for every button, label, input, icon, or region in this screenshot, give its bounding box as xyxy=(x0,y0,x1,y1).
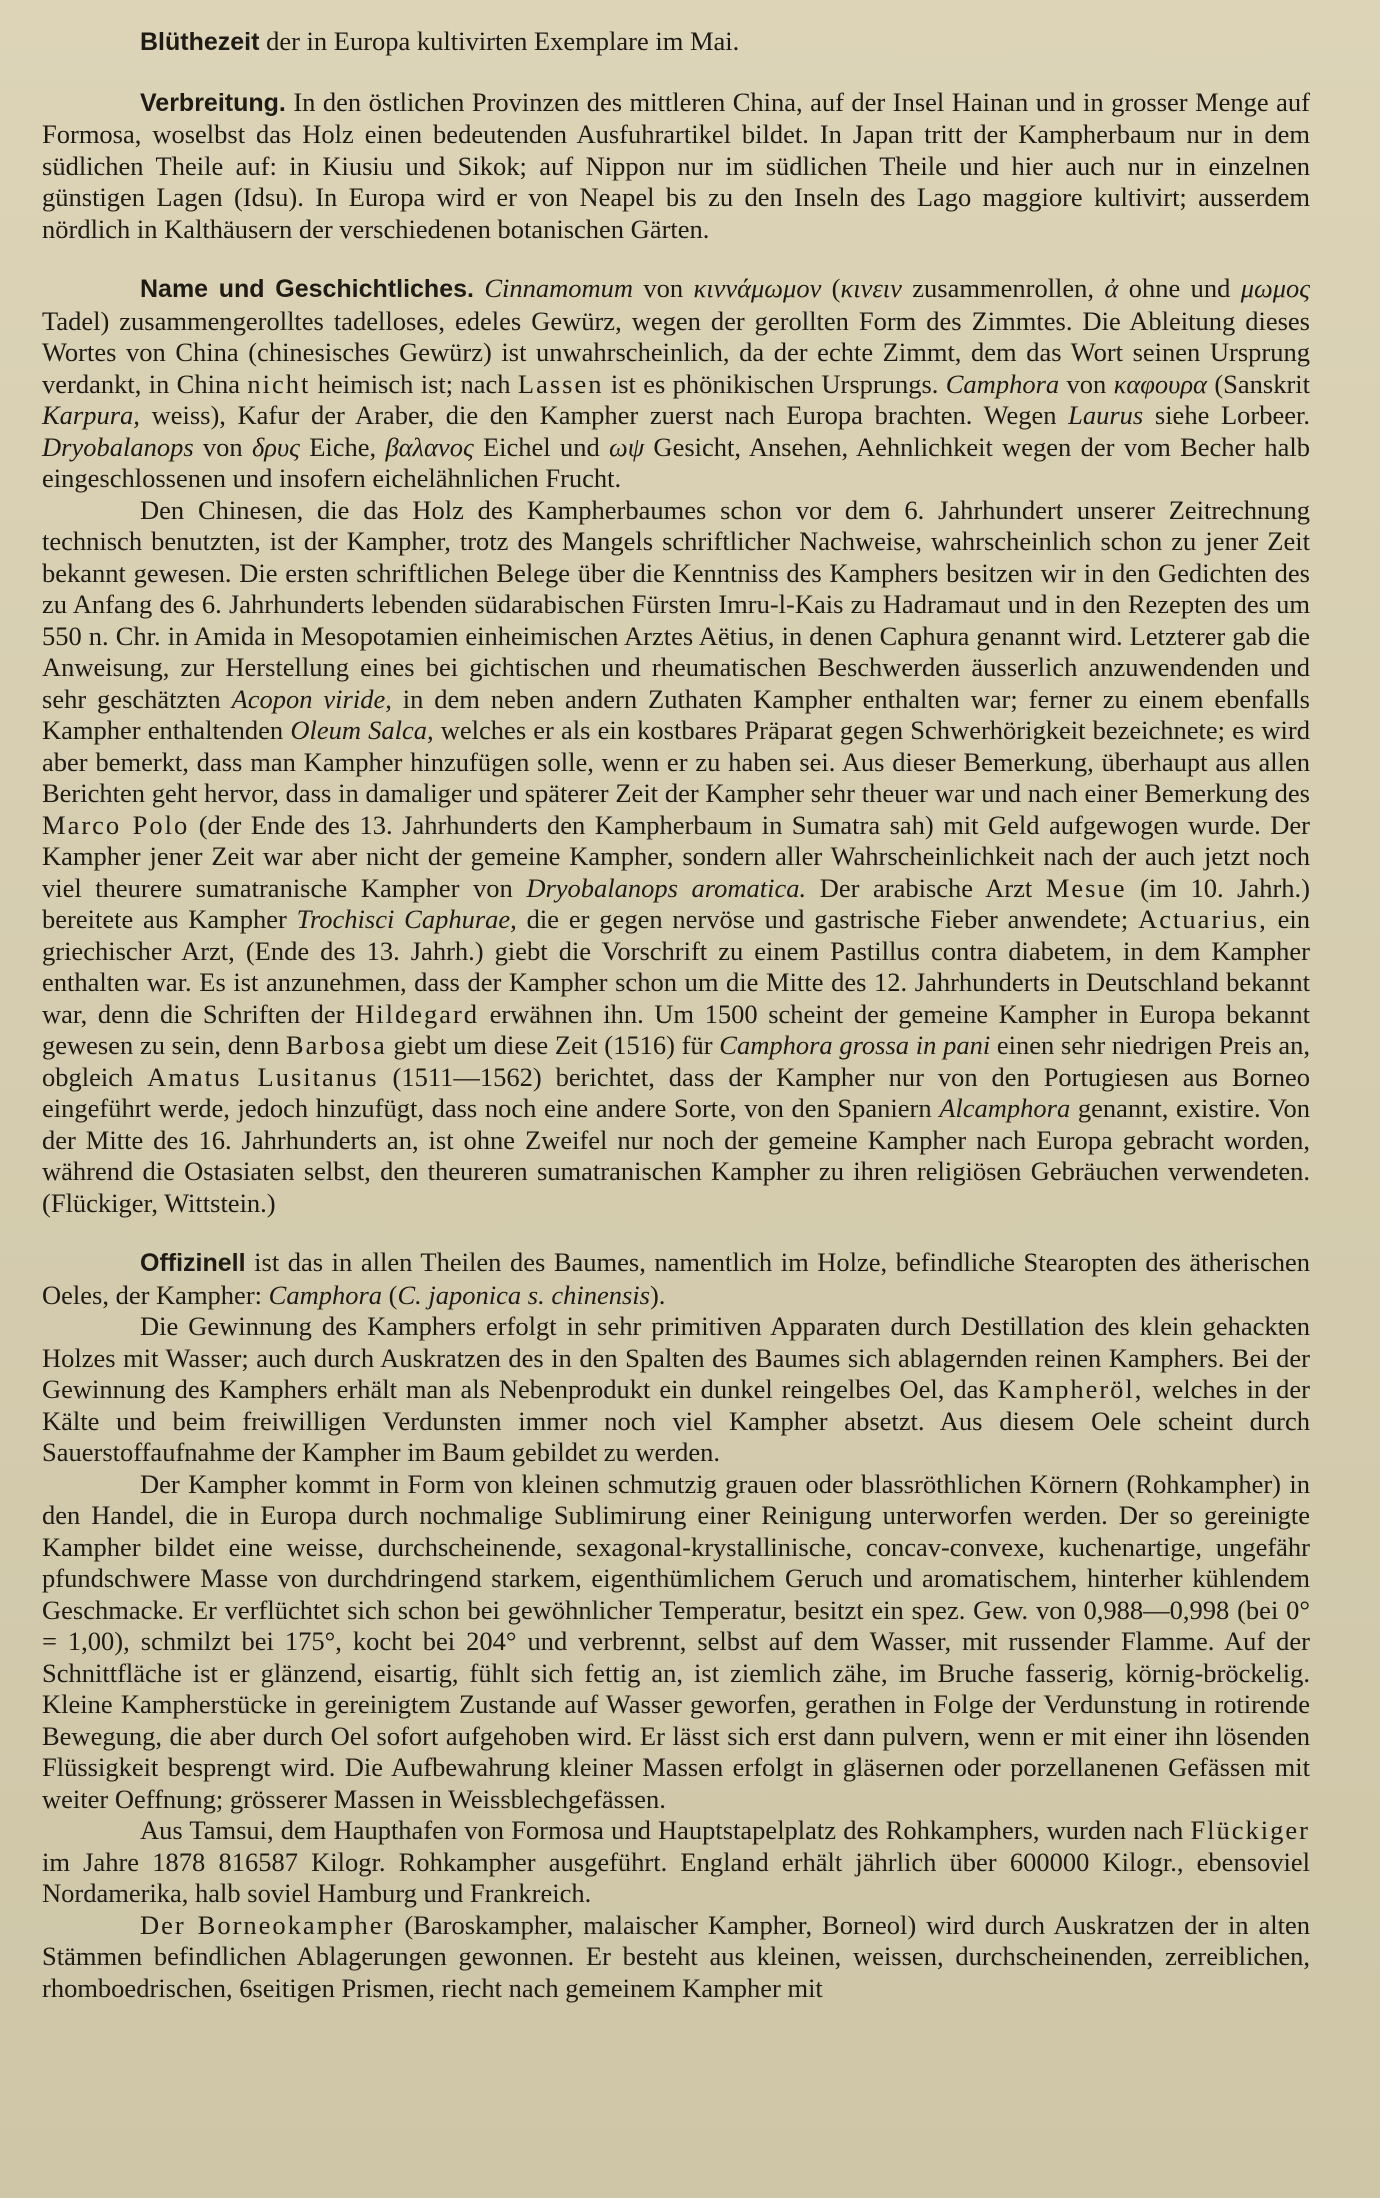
borneokampher-paragraph: Der Borneokampher (Baroskampher, malaischer Kampher, Borneol) wird durch Auskratzen der in alten Stämmen befindlichen Ablagerungen gewonnen. Er besteht aus kleinen, weissen, durchscheinenden, zerreiblichen, rhomboedrischen, 6seitigen Prismen, riecht nach gemeinem Kampher mit xyxy=(42,1909,1310,2003)
chinesen-paragraph: Den Chinesen, die das Holz des Kampherbaumes schon vor dem 6. Jahrhundert unserer Zeitrechnung technisch benutzten, ist der Kampher, trotz des Mangels schriftlicher Nachweise, wahrscheinlich schon zu jener Zeit bekannt gewesen. Die ersten schriftlichen Belege über die Kenntniss des Kamphers besitzen wir in den Gedichten des zu Anfang des 6. Jahrhunderts lebenden südarabischen Fürsten Imru-l-Kais zu Hadramaut und in den Rezepten des um 550 n. Chr. in Amida in Mesopotamien einheimischen Arztes Aëtius, in denen Caphura genannt wird. Letzterer gab die Anweisung, zur Herstellung eines bei gichtischen und rheumatischen Beschwerden äusserlich anzuwendenden und sehr geschätzten Acopon viride, in dem neben andern Zuthaten Kampher enthalten war; ferner zu einem ebenfalls Kampher enthaltenden Oleum Salca, welches er als ein kostbares Präparat gegen Schwerhörigkeit bezeichnete; es wird aber bemerkt, dass man Kampher hinzufügen solle, wenn er zu haben sei. Aus dieser Bemerkung, überhaupt aus allen Berichten geht hervor, dass in damaliger und späterer Zeit der Kampher sehr theuer war und nach einer Bemerkung des Marco Polo (der Ende des 13. Jahrhunderts den Kampherbaum in Sumatra sah) mit Geld aufgewogen wurde. Der Kampher jener Zeit war aber nicht der gemeine Kampher, sondern aller Wahrscheinlichkeit nach der auch jetzt noch viel theurere sumatranische Kampher von Dryobalanops aromatica. Der arabische Arzt Mesue (im 10. Jahrh.) bereitete aus Kampher Trochisci Caphurae, die er gegen nervöse und gastrische Fieber anwendete; Actuarius, ein griechischer Arzt, (Ende des 13. Jahrh.) giebt die Vorschrift zu einem Pastillus contra diabetem, in dem Kampher enthalten war. Es ist anzunehmen, dass der Kampher schon um die Mitte des 12. Jahrhunderts in Deutschland bekannt war, denn die Schriften der Hildegard erwähnen ihn. Um 1500 scheint der gemeine Kampher in Europa bekannt gewesen zu sein, denn Barbosa giebt um diese Zeit (1516) für Camphora grossa in pani einen sehr niedrigen Preis an, obgleich Amatus Lusitanus (1511—1562) berichtet, dass der Kampher nur von den Portugiesen aus Borneo eingeführt werde, jedoch hinzufügt, dass noch eine andere Sorte, von den Spaniern Alcamphora genannt, existire. Von der Mitte des 16. Jahrhunderts an, ist ohne Zweifel nur noch der gemeine Kampher nach Europa gebracht worden, während die Ostasiaten selbst, den theureren sumatranischen Kampher zu ihren religiösen Gebräuchen verwendeten. (Flückiger, Wittstein.) xyxy=(42,494,1310,1218)
name-geschichtliches-paragraph: Name und Geschichtliches. Cinnamomum von κιννάμωμον (κινειν zusammenrollen, ἀ ohne und μωμος Tadel) zusammengerolltes tadelloses, edeles Gewürz, wegen der gerollten Form des Zimmtes. Die Ableitung dieses Wortes von China (chinesisches Gewürz) ist unwahrscheinlich, da der echte Zimmt, dem das Wort seinen Ursprung verdankt, in China nicht heimisch ist; nach Lassen ist es phönikischen Ursprungs. Camphora von καφουρα (Sanskrit Karpura, weiss), Kafur der Araber, die den Kampher zuerst nach Europa brachten. Wegen Laurus siehe Lorbeer. Dryobalanops von δρυς Eiche, βαλανος Eichel und ωψ Gesicht, Ansehen, Aehnlichkeit wegen der vom Becher halb eingeschlossenen und insofern eichelähnlichen Frucht. xyxy=(42,273,1311,493)
tamsui-paragraph: Aus Tamsui, dem Haupthafen von Formosa und Hauptstapelplatz des Rohkamphers, wurden nach Flückiger im Jahre 1878 816587 Kilogr. Rohkampher ausgeführt. England erhält jährlich über 600000 Kilogr., ebensoviel Nordamerika, halb soviel Hamburg und Frankreich. xyxy=(42,1815,1310,1908)
offizinell-paragraph: Offizinell ist das in allen Theilen des Baumes, namentlich im Holze, befindliche Stearopten des ätherischen Oeles, der Kampher: Camphora (C. japonica s. chinensis). xyxy=(42,1247,1310,1310)
verbreitung-paragraph: Verbreitung. In den östlichen Provinzen des mittleren China, auf der Insel Hainan und in grosser Menge auf Formosa, woselbst das Holz einen bedeutenden Ausfuhrartikel bildet. In Japan tritt der Kampherbaum nur in dem südlichen Theile auf: in Kiusiu und Sikok; auf Nippon nur im südlichen Theile und hier auch nur in einzelnen günstigen Lagen (Idsu). In Europa wird er von Neapel bis zu den Inseln des Lago maggiore kultivirt; ausserdem nördlich in Kalthäusern der verschiedenen botanischen Gärten. xyxy=(42,86,1310,244)
offizinell-heading: Offizinell xyxy=(140,1249,246,1277)
bluethezeit-heading: Blüthezeit xyxy=(140,28,260,56)
name-geschichtliches-heading: Name und Geschichtliches. xyxy=(140,275,474,303)
kampher-paragraph: Der Kampher kommt in Form von kleinen schmutzig grauen oder blassröthlichen Körnern (Rohkampher) in den Handel, die in Europa durch nochmalige Sublimirung einer Reinigung unterworfen werden. Der so gereinigte Kampher bildet eine weisse, durchscheinende, sexagonal-krystallinische, concav-convexe, kuchenartige, ungefähr pfundschwere Masse von durchdringend starkem, eigenthümlichem Geruch und aromatischem, hinterher kühlendem Geschmacke. Er verflüchtet sich schon bei gewöhnlicher Temperatur, besitzt ein spez. Gew. von 0,988—0,998 (bei 0° = 1,00), schmilzt bei 175°, kocht bei 204° und verbrennt, selbst auf dem Wasser, mit russender Flamme. Auf der Schnittfläche ist er glänzend, eisartig, fühlt sich fettig an, ist ziemlich zähe, im Bruche fasserig, körnig-bröckelig. Kleine Kampherstücke in gereinigtem Zustande auf Wasser geworfen, gerathen in Folge der Verdunstung in rotirende Bewegung, die aber durch Oel sofort aufgehoben wird. Er lässt sich erst dann pulvern, wenn er mit einer ihn lösenden Flüssigkeit besprengt wird. Die Aufbewahrung kleiner Massen erfolgt in gläsernen oder porzellanenen Gefässen mit weiter Oeffnung; grösserer Massen in Weissblechgefässen. xyxy=(42,1468,1310,1814)
bluethezeit-paragraph: Blüthezeit der in Europa kultivirten Exemplare im Mai. xyxy=(140,26,740,56)
gewinnung-paragraph: Die Gewinnung des Kamphers erfolgt in sehr primitiven Apparaten durch Destillation des klein gehackten Holzes mit Wasser; auch durch Auskratzen des in den Spalten des Baumes sich ablagernden reinen Kamphers. Bei der Gewinnung des Kamphers erhält man als Nebenprodukt ein dunkel reingelbes Oel, das Kampheröl, welches in der Kälte und beim freiwilligen Verdunsten immer noch viel Kampher absetzt. Aus diesem Oele scheint durch Sauerstoffaufnahme der Kampher im Baum gebildet zu werden. xyxy=(42,1311,1310,1467)
verbreitung-heading: Verbreitung. xyxy=(140,88,286,117)
